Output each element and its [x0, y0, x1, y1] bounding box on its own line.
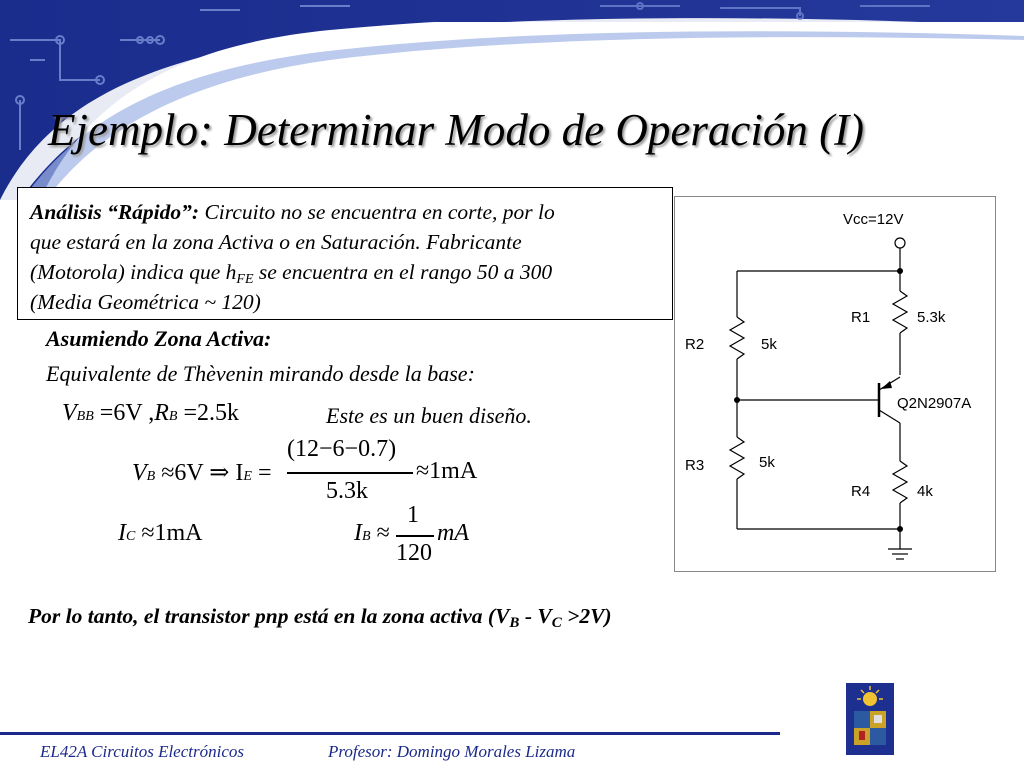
- analysis-line-4: (Media Geométrica ~ 120): [30, 290, 261, 314]
- analysis-line-3-pre: (Motorola) indica que h: [30, 260, 237, 284]
- ib-fraction-bar: [396, 535, 434, 537]
- rb-symbol: R: [154, 400, 169, 426]
- r4-label: R4: [851, 483, 871, 500]
- ie-equals: =: [251, 460, 272, 486]
- r4-resistor-icon: [893, 461, 907, 503]
- footer-professor: Profesor: Domingo Morales Lizama: [328, 742, 576, 761]
- vcc-label: Vcc=12V: [843, 211, 904, 228]
- good-design-note: Este es un buen diseño.: [326, 403, 532, 428]
- ib-denominator: 120: [396, 540, 432, 566]
- vbb-symbol: V: [62, 400, 77, 426]
- analysis-line-1-text: Circuito no se encuentra en corte, por lo: [199, 200, 555, 224]
- circuit-drawing: [675, 197, 997, 573]
- pnp-arrow-icon: [881, 381, 892, 389]
- ic-value: ≈1mA: [135, 520, 203, 546]
- r4-value: 4k: [917, 483, 933, 500]
- conclusion-sub-c: C: [551, 615, 562, 631]
- conclusion-mid: - V: [519, 604, 552, 628]
- ib-approx: ≈: [370, 520, 390, 546]
- equation-vb-ie: [132, 458, 272, 487]
- vb-subscript: B: [146, 469, 156, 484]
- rb-subscript: B: [168, 409, 178, 424]
- ie-denominator: 5.3k: [326, 478, 368, 504]
- equation-ic: [118, 520, 203, 547]
- page-title: Ejemplo: Determinar Modo de Operación (I): [48, 105, 865, 155]
- vb-symbol: V: [132, 460, 147, 486]
- header-banner: [0, 0, 1024, 200]
- ic-subscript: C: [126, 529, 136, 544]
- hfe-subscript: FE: [236, 272, 254, 287]
- analysis-line-1: [30, 197, 662, 227]
- vbb-subscript: BB: [76, 409, 94, 424]
- ie-result: ≈1mA: [416, 458, 478, 484]
- r3-resistor-icon: [730, 437, 744, 479]
- thevenin-text: Equivalente de Thèvenin mirando desde la base:: [46, 361, 475, 386]
- r1-value: 5.3k: [917, 309, 946, 326]
- conclusion-pre: Por lo tanto, el transistor pnp está en la zona activa (V: [28, 604, 510, 628]
- ib-numerator: 1: [407, 502, 419, 528]
- rb-value: =2.5k: [177, 400, 239, 426]
- equation-vbb-rb: [62, 400, 239, 427]
- r1-label: R1: [851, 309, 871, 326]
- ie-numerator: (12−6−0.7): [287, 436, 397, 462]
- footer-divider: [0, 732, 780, 735]
- transistor-label: Q2N2907A: [897, 395, 972, 412]
- vb-value: ≈6V ⇒ I: [155, 460, 244, 486]
- r3-label: R3: [685, 457, 705, 474]
- r2-label: R2: [685, 336, 705, 353]
- circuit-schematic: [674, 196, 996, 572]
- r2-resistor-icon: [730, 317, 744, 359]
- r1-resistor-icon: [893, 291, 907, 333]
- university-logo-icon: [846, 683, 894, 755]
- analysis-line-2: que estará en la zona Activa o en Saturación. Fabricante: [30, 230, 522, 254]
- analysis-line-3-post: se encuentra en el rango 50 a 300: [253, 260, 553, 284]
- conclusion-text: [28, 604, 612, 629]
- analysis-line-3: [30, 257, 662, 287]
- ib-unit: mA: [437, 520, 469, 546]
- conclusion-sub-b: B: [509, 615, 520, 631]
- assume-heading: Asumiendo Zona Activa:: [46, 326, 272, 351]
- equation-ib: [354, 520, 390, 547]
- footer-course: EL42A Circuitos Electrónicos: [40, 742, 244, 761]
- vcc-terminal-icon: [895, 238, 905, 248]
- ib-subscript: B: [362, 529, 371, 544]
- conclusion-post: >2V): [561, 604, 612, 628]
- analysis-box: [17, 187, 673, 320]
- ib-symbol: I: [354, 520, 362, 546]
- ic-symbol: I: [118, 520, 126, 546]
- analysis-heading: Análisis “Rápido”:: [30, 200, 200, 224]
- vbb-value: =6V ,: [93, 400, 155, 426]
- ie-fraction-bar: [287, 472, 413, 474]
- r3-value: 5k: [759, 454, 775, 471]
- ie-subscript: E: [243, 469, 252, 484]
- r2-value: 5k: [761, 336, 777, 353]
